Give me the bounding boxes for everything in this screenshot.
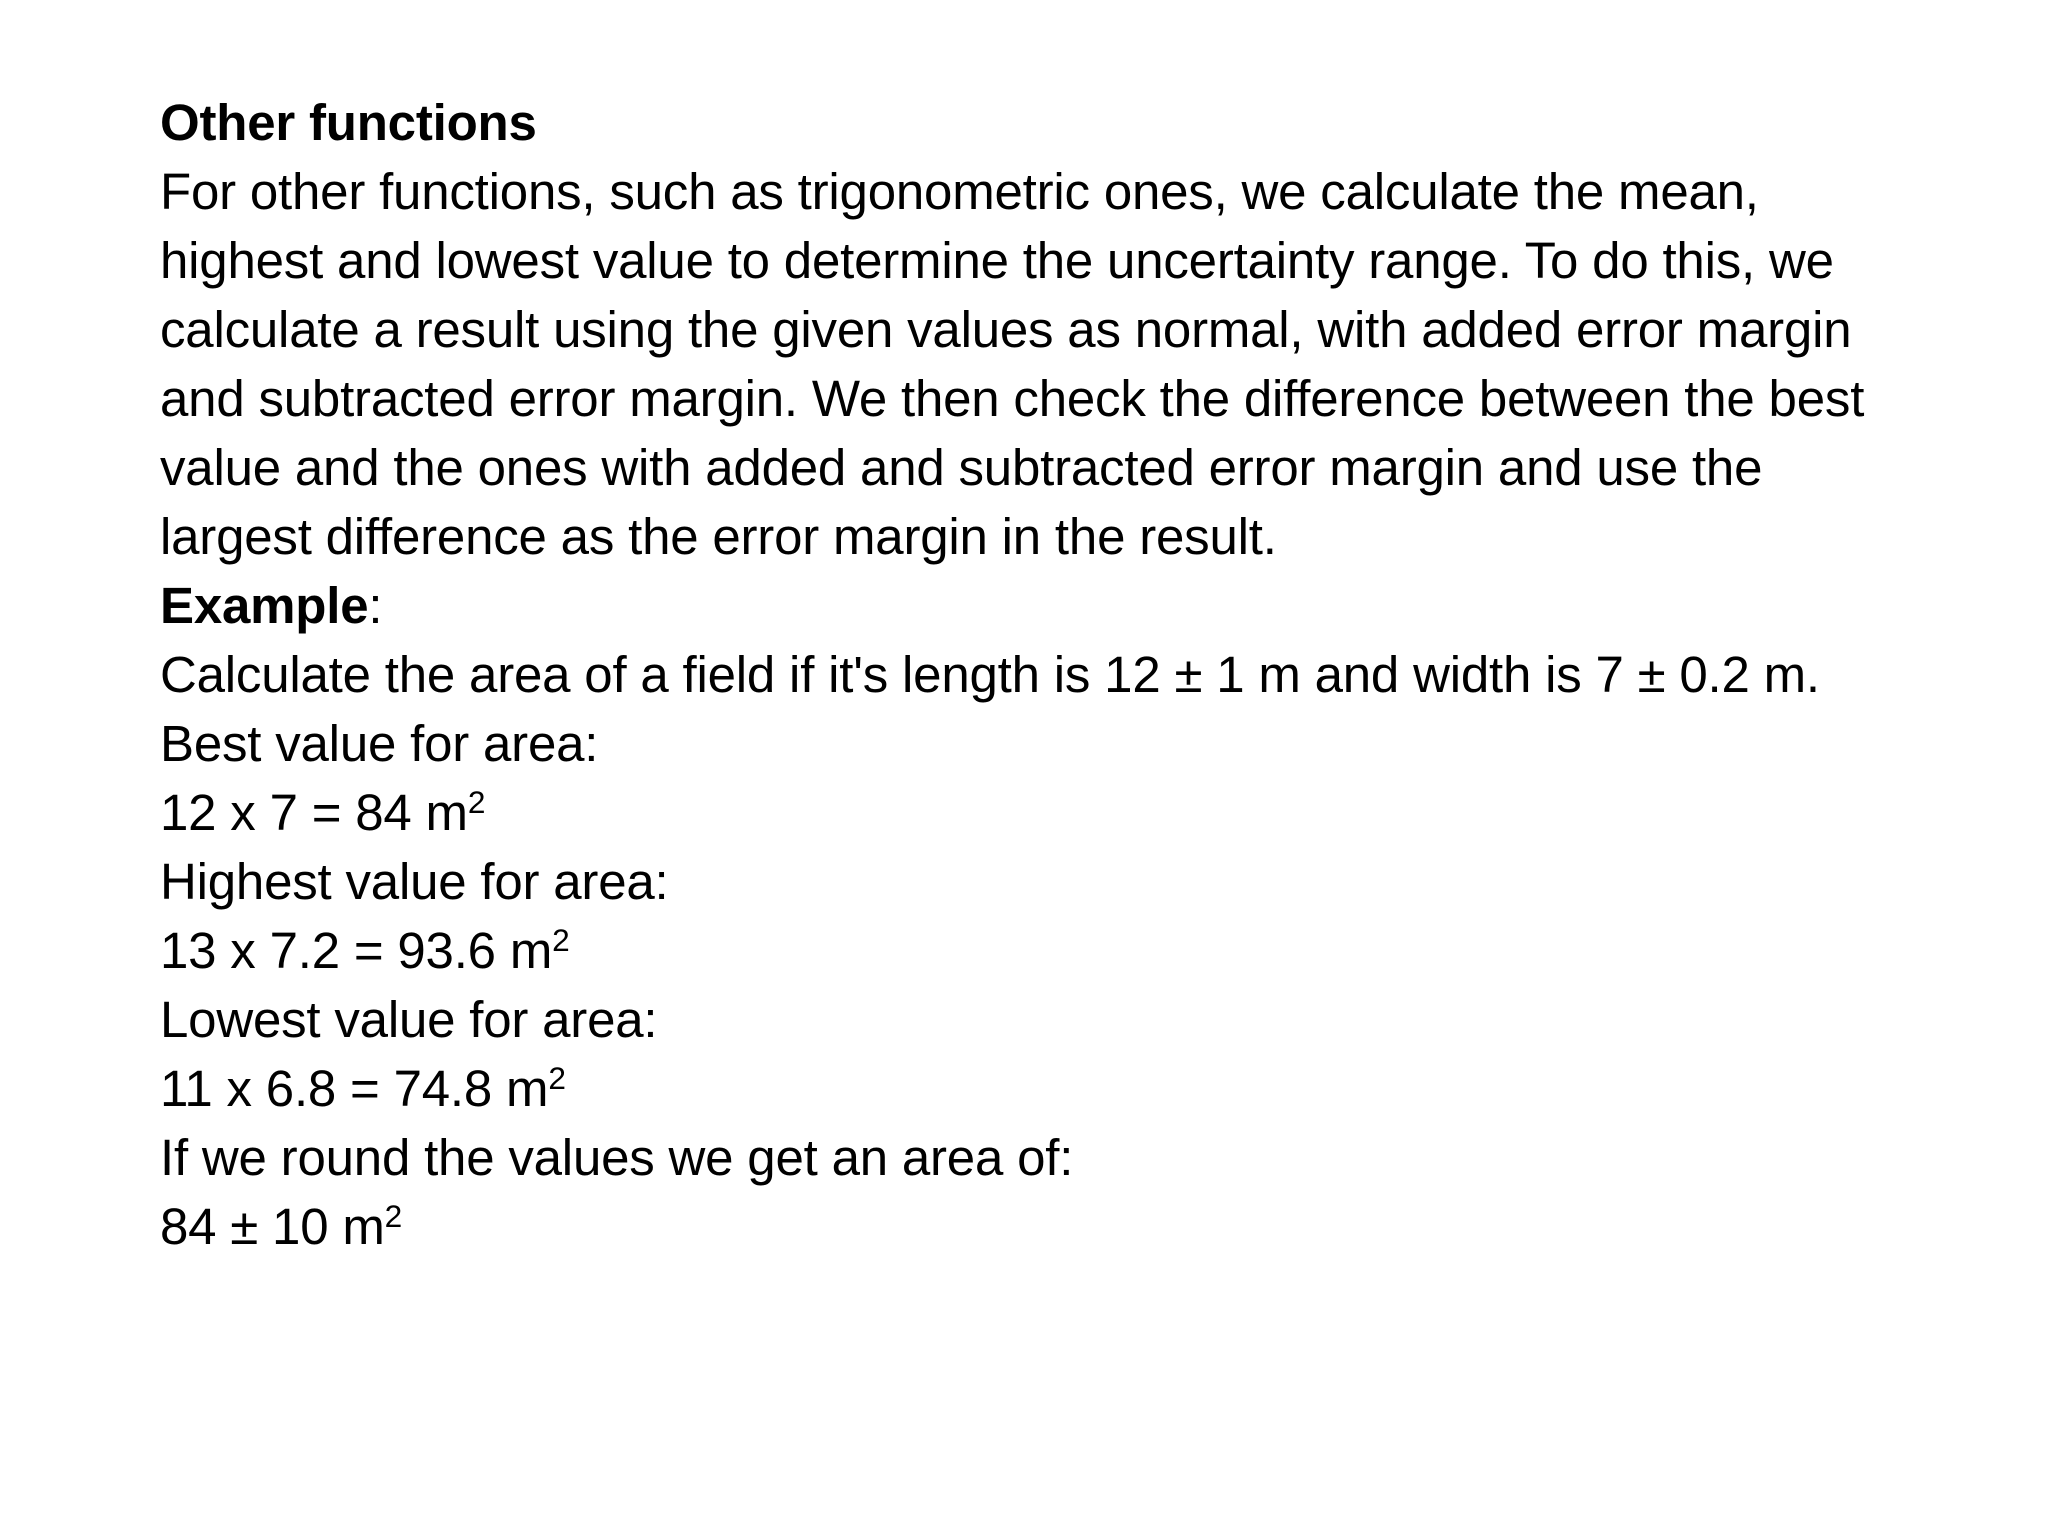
highest-value-label: Highest value for area: [160,853,669,910]
section-heading: Other functions [160,94,537,151]
paragraph-line-2: highest and lowest value to determine the uncertainty range. To do this, we [160,232,1834,289]
lowest-value-label: Lowest value for area: [160,991,658,1048]
paragraph-line-3: calculate a result using the given values as normal, with added error margin [160,301,1852,358]
final-result-text: 84 ± 10 m [160,1198,385,1255]
best-value-exponent: 2 [467,783,486,820]
example-heading-line [160,571,2010,640]
best-value-text: 12 x 7 = 84 m [160,784,468,841]
lowest-value-text: 11 x 6.8 = 74.8 m [160,1060,549,1117]
best-value-label: Best value for area: [160,715,599,772]
paragraph-line-5: value and the ones with added and subtracted error margin and use the [160,439,1763,496]
lowest-value-calculation [160,1054,2010,1123]
paragraph-line-1: For other functions, such as trigonometric ones, we calculate the mean, [160,163,1759,220]
highest-value-calculation [160,916,2010,985]
final-result [160,1192,2010,1261]
paragraph-line-4: and subtracted error margin. We then check the difference between the best [160,370,1865,427]
rounding-label: If we round the values we get an area of: [160,1129,1074,1186]
example-colon: : [368,577,383,634]
best-value-calculation [160,778,2010,847]
example-problem: Calculate the area of a field if it's length is 12 ± 1 m and width is 7 ± 0.2 m. [160,646,1820,703]
highest-value-exponent: 2 [552,921,570,958]
lowest-value-exponent: 2 [548,1059,566,1096]
paragraph-line-6: largest difference as the error margin in the result. [160,508,1277,565]
final-result-exponent: 2 [384,1197,403,1234]
highest-value-text: 13 x 7.2 = 93.6 m [160,922,553,979]
example-label: Example [160,577,369,634]
slide-content [160,88,2010,1261]
